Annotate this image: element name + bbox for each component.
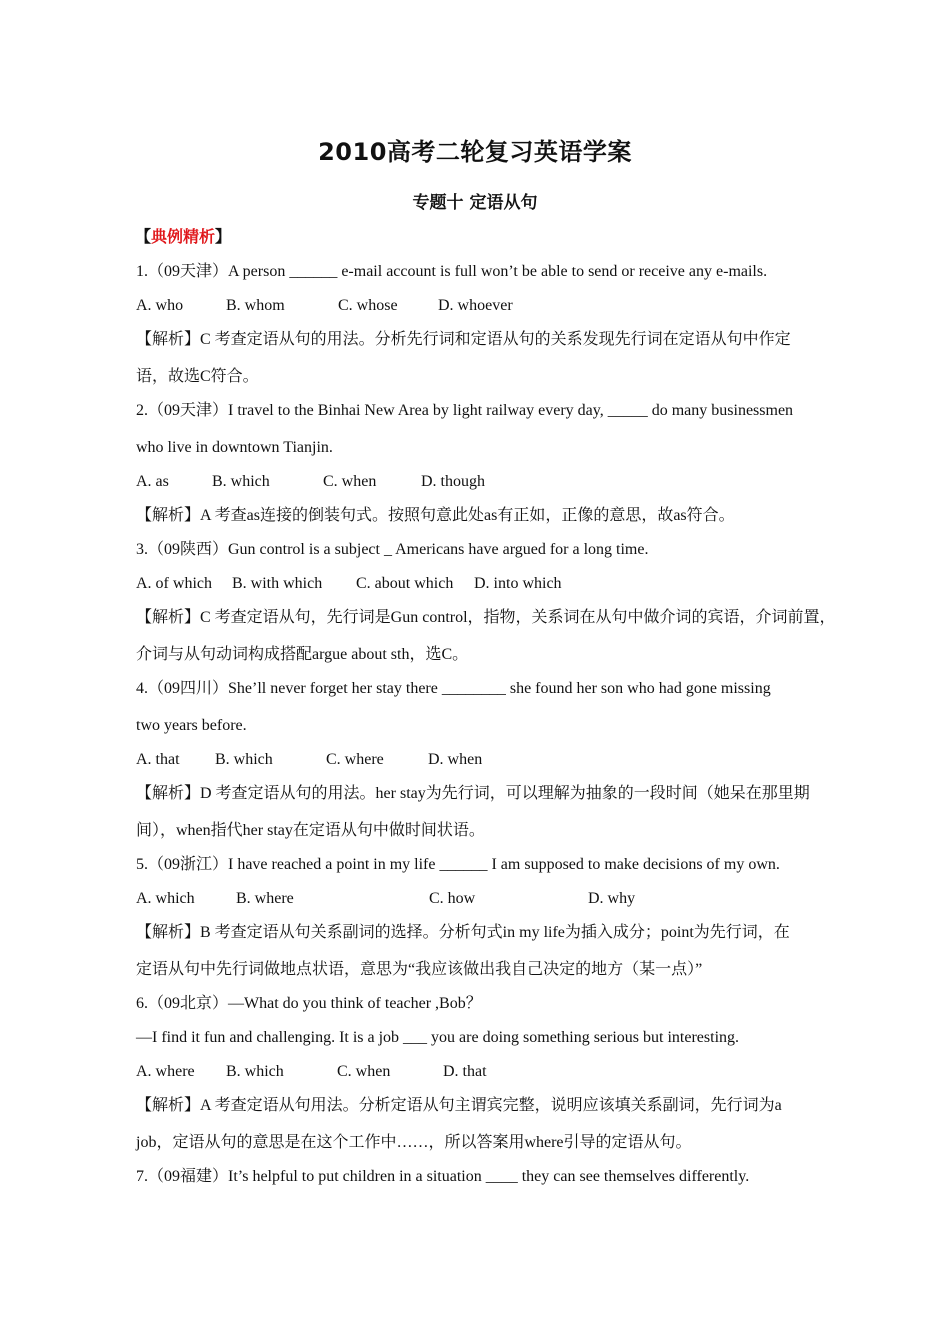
- option: C. when: [323, 473, 377, 490]
- option: B. whom: [226, 297, 285, 314]
- section-bracket-close: 】: [215, 227, 232, 246]
- option: A. of which: [136, 575, 212, 592]
- option: A. that: [136, 751, 180, 768]
- option: B. where: [236, 890, 294, 907]
- option: A. who: [136, 297, 184, 314]
- option: C. about which: [356, 575, 454, 592]
- options-row: [136, 296, 826, 330]
- options-row: [136, 1062, 826, 1096]
- question-stem: 1.（09天津）A person ______ e-mail account is full won’t be able to send or receive any e-mails.: [136, 263, 768, 280]
- question-stem: who live in downtown Tianjin.: [136, 439, 333, 456]
- option: B. with which: [232, 575, 323, 592]
- option: C. whose: [338, 297, 398, 314]
- question-stem: two years before.: [136, 717, 247, 734]
- option: A. as: [136, 473, 169, 490]
- question-stem: —I find it fun and challenging. It is a job ___ you are doing something serious but interesting.: [136, 1029, 740, 1046]
- option: B. which: [226, 1063, 284, 1080]
- analysis-line: 间），when指代her stay在定语从句中做时间状语。: [136, 822, 485, 839]
- question-stem: 2.（09天津）I travel to the Binhai New Area by light railway every day, _____ do many businessmen: [136, 402, 794, 419]
- section-label: 典例精析: [151, 227, 216, 246]
- option: C. how: [429, 890, 476, 907]
- analysis-line: 【解析】D 考查定语从句的用法。her stay为先行词，可以理解为抽象的一段时间（她呆在那里期: [136, 785, 810, 802]
- analysis-line: 【解析】C 考查定语从句，先行词是Gun control，指物，关系词在从句中做介词的宾语，介词前置，: [136, 609, 836, 626]
- analysis-line: 【解析】C 考查定语从句的用法。分析先行词和定语从句的关系发现先行词在定语从句中作定: [136, 331, 791, 348]
- question-stem: 6.（09北京）—What do you think of teacher ,Bob？: [136, 995, 482, 1012]
- question-stem: 5.（09浙江）I have reached a point in my life ______ I am supposed to make decisions of my own.: [136, 856, 780, 873]
- options-row: [136, 574, 826, 608]
- question-stem: 7.（09福建）It’s helpful to put children in a situation ____ they can see themselves differently.: [136, 1168, 750, 1185]
- option: D. that: [443, 1063, 487, 1080]
- options-row: [136, 750, 826, 784]
- analysis-line: 【解析】A 考查定语从句用法。分析定语从句主谓宾完整，说明应该填关系副词，先行词为a: [136, 1097, 782, 1114]
- analysis-line: 【解析】B 考查定语从句关系副词的选择。分析句式in my life为插入成分；point为先行词，在: [136, 924, 790, 941]
- option: D. why: [588, 890, 636, 907]
- question-stem: 4.（09四川）She’ll never forget her stay there ________ she found her son who had gone missing: [136, 680, 771, 697]
- option: A. which: [136, 890, 195, 907]
- question-block: [136, 540, 836, 679]
- document-title: 2010高考二轮复习英语学案: [318, 138, 632, 166]
- analysis-line: job，定语从句的意思是在这个工作中……，所以答案用where引导的定语从句。: [136, 1134, 692, 1151]
- analysis-line: 语，故选C符合。: [136, 368, 259, 385]
- option: C. when: [337, 1063, 391, 1080]
- option: B. which: [215, 751, 273, 768]
- options-row: [136, 472, 826, 506]
- section-heading: [135, 224, 231, 247]
- section-bracket-open: 【: [135, 227, 152, 246]
- question-stem: 3.（09陕西）Gun control is a subject _ Americans have argued for a long time.: [136, 541, 649, 558]
- analysis-line: 【解析】A 考查as连接的倒装句式。按照句意此处as有正如，正像的意思，故as符合。: [136, 507, 735, 524]
- option: D. into which: [474, 575, 562, 592]
- option: A. where: [136, 1063, 195, 1080]
- option: D. when: [428, 751, 483, 768]
- question-block: [136, 855, 826, 994]
- option: B. which: [212, 473, 270, 490]
- question-block: [136, 994, 826, 1167]
- document-subtitle: 专题十 定语从句: [412, 193, 538, 213]
- analysis-line: 定语从句中先行词做地点状语，意思为“我应该做出我自己决定的地方（某一点）”: [136, 961, 703, 978]
- question-block: [136, 1167, 826, 1201]
- option: D. though: [421, 473, 485, 490]
- option: C. where: [326, 751, 384, 768]
- question-block: [136, 262, 826, 401]
- question-block: [136, 401, 826, 540]
- options-row: [136, 889, 826, 923]
- question-block: [136, 679, 826, 855]
- question-list: [136, 262, 836, 1201]
- analysis-line: 介词与从句动词构成搭配argue about sth，选C。: [136, 646, 469, 663]
- option: D. whoever: [438, 297, 513, 314]
